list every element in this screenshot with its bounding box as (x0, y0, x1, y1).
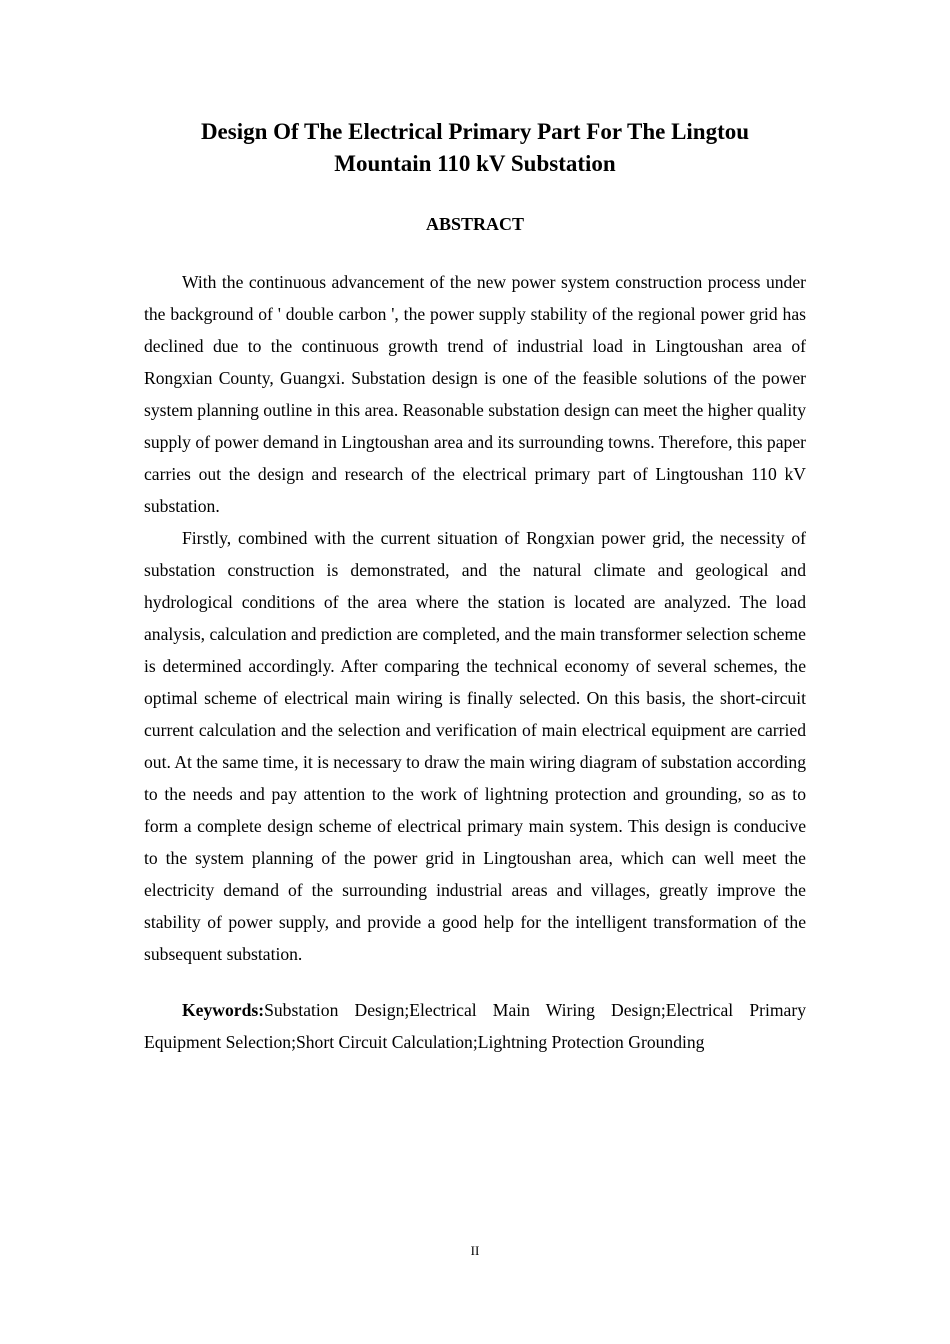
abstract-paragraph-1: With the continuous advancement of the new power system construction process under the background of ' double carbon ', the power supply stability of the regional power grid has declined due to the continuous growth trend of industrial load in Lingtoushan area of Rongxian County, Guangxi. Substation design is one of the feasible solutions of the power system planning outline in this area. Reasonable substation design can meet the higher quality supply of power demand in Lingtoushan area and its surrounding towns. Therefore, this paper carries out the design and research of the electrical primary part of Lingtoushan 110 kV substation. (144, 272, 806, 516)
abstract-heading: ABSTRACT (425, 214, 525, 234)
title-line-1: Design Of The Electrical Primary Part For The Lingtou (200, 119, 750, 144)
keywords-label: Keywords: (182, 1000, 265, 1020)
abstract-paragraph-2: Firstly, combined with the current situation of Rongxian power grid, the necessity of substation construction is demonstrated, and the natural climate and geological and hydrological conditions of the area where the station is located are analyzed. The load analysis, calculation and prediction are completed, and the main transformer selection scheme is determined accordingly. After comparing the technical economy of several schemes, the optimal scheme of electrical main wiring is finally selected. On this basis, the short-circuit current calculation and the selection and verification of main electrical equipment are carried out. At the same time, it is necessary to draw the main wiring diagram of substation according to the needs and pay attention to the work of lightning protection and grounding, so as to form a complete design scheme of electrical primary main system. This design is conducive to the system planning of the power grid in Lingtoushan area, which can well meet the electricity demand of the surrounding industrial areas and villages, greatly improve the stability of power supply, and provide a good help for the intelligent transformation of the subsequent substation. (144, 528, 806, 964)
document-title (140, 116, 810, 180)
title-line-2: Mountain 110 kV Substation (334, 151, 616, 176)
keywords-block (144, 994, 806, 1058)
page-number: II (470, 1243, 480, 1258)
abstract-body (144, 266, 806, 970)
keywords-text: Substation Design;Electrical Main Wiring Design;Electrical Primary Equipment Selection;Short Circuit Calculation;Lightning Protection Grounding (144, 1000, 806, 1052)
